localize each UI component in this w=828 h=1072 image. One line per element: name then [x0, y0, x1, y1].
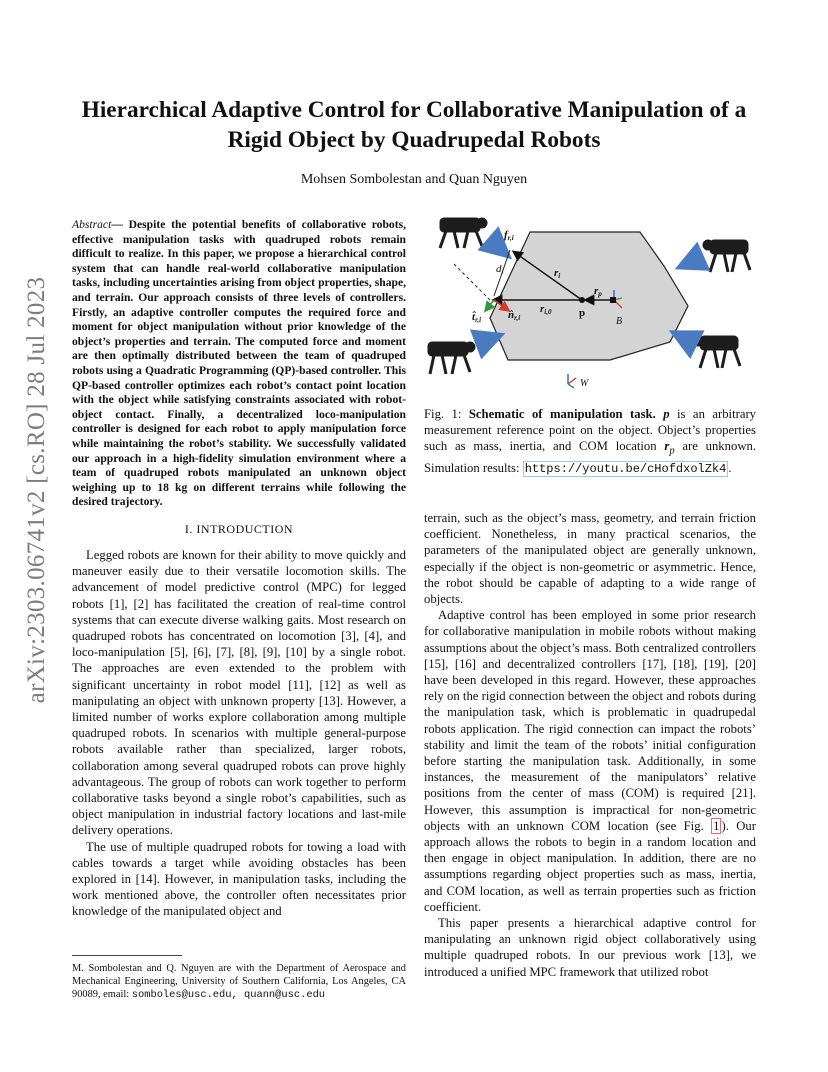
right-paragraph-2-b: ). Our approach allows the robots to begin in a random location and then engage in object manipulation. In addition, there are no assumptions regarding object properties such as mass, inertia, and COM location, as well as terrain properties such as friction coefficient. [424, 818, 756, 914]
caption-rp-sub: p [669, 445, 675, 457]
right-paragraph-2 [424, 607, 756, 915]
abstract-label: Abstract [72, 218, 112, 231]
caption-text-1: is an arbitrary measurement reference point on the object. Object’s properties such as mass, inertia, and COM location [424, 407, 757, 454]
label-p: p [579, 307, 586, 319]
title-line-2: Rigid Object by Quadrupedal Robots [227, 127, 601, 153]
introduction [72, 547, 406, 920]
frame-w-red [568, 378, 576, 384]
label-n: n̂r,i [508, 309, 521, 322]
figure-reference-link[interactable]: 1 [713, 818, 720, 833]
arxiv-watermark: arXiv:2303.06741v2 [cs.RO] 28 Jul 2023 [23, 276, 50, 704]
footnote-text: M. Sombolestan and Q. Nguyen are with the Department of Aerospace and Mechanical Engineering, University of Southern California, Los Angeles, CA 90089, email: [72, 963, 406, 1000]
force-arrow-bottom-right [676, 334, 692, 342]
abstract [72, 218, 406, 510]
label-f: fr,i [504, 229, 514, 242]
label-w: W [580, 378, 589, 389]
abstract-text: — Despite the potential benefits of collaborative robots, effective manipulation tasks with quadruped robots remain difficult to realize. In this paper, we propose a hierarchical control system that can handle real-world collaborative manipulation tasks, including uncertainties arising from object properties, shape, and terrain. Our approach consists of three levels of controllers. Firstly, an adaptive controller computes the required force and moment for object manipulation without prior knowledge of the object’s properties and terrain. The computed force and moment are then optimally distributed between the team of quadruped robots using a Quadratic Programming (QP)-based controller. This QP-based controller optimizes each robot’s contact point location with the object while satisfying constraints associated with robot-object contact. Finally, a decentralized loco-manipulation controller is designed for each robot to apply manipulation force while maintaining the robot’s stability. We successfully validated our approach in a high-fidelity simulation environment where a team of quadruped robots manipulated an unknown object weighing up to 18 kg on different terrains while following the desired trajectory. [72, 218, 406, 509]
label-d: di [496, 263, 504, 276]
robot-bottom-left [428, 342, 475, 374]
right-paragraph-3: This paper presents a hierarchical adaptive control for manipulating an unknown rigid object collaboratively using multiple quadruped robots. In our previous work [13], we introduced a unified MPC framework that utilized robot [424, 916, 756, 979]
frame-w-green [568, 384, 574, 388]
intro-paragraph-2: The use of multiple quadruped robots for towing a load with cables towards a target while avoiding obstacles has been explored in [14]. However, in manipulation tasks, including the work mentioned above, the controller often necessitates prior knowledge of the manipulated object and [72, 839, 406, 919]
figure-schematic [424, 214, 756, 400]
robot-right [703, 240, 750, 272]
right-paragraph-1: terrain, such as the object’s mass, geometry, and terrain friction coefficient. Nonetheless, in many practical scenarios, the parameters of the manipulated object are generally unknown, especially if the object is non-geometric or asymmetric. Hence, the robot should be capable of adapting to a wide range of objects. [424, 511, 756, 607]
video-link[interactable]: https://youtu.be/cHofdxolZk4 [524, 462, 727, 477]
footnote-emails: somboles@usc.edu, quann@usc.edu [131, 988, 326, 1001]
object-polygon [490, 232, 688, 360]
point-p [579, 297, 585, 303]
right-paragraph-2-a: Adaptive control has been employed in some prior research for collaborative manipulation in mobile robots without making assumptions about the object’s mass. Both centralized controllers [15], [16] and decentralized controllers [17], [18], [19], [20] have been developed in this regard. However, these approaches rely on the rigid connection between the object and robots during the manipulation task, which is problematic in quadrupedal robots application. The rigid connection can impact the robots’ stability and limit the team of the robots’ initial configuration before starting the manipulation task. Additionally, in some instances, the measurement of the manipulators’ relative positions from the center of mass (COM) is required [21]. However, this assumption is impractical for non-geometric objects with an unknown COM location (see Fig. [424, 608, 756, 833]
section-heading: I. INTRODUCTION [184, 522, 294, 536]
caption-text-2: are unknown. Simulation results: [424, 439, 757, 476]
axis-tangent-green [486, 300, 494, 310]
caption-label: Fig. 1: [424, 407, 462, 421]
caption-end: . [728, 461, 732, 476]
intro-paragraph-1: Legged robots are known for their ability to move quickly and maneuver easily due to their versatile locomotion skills. The advancement of model predictive control (MPC) for legged robots [1], [2] has facilitated the creation of real-time control systems that can execute diverse walking gaits. Most research on quadruped robots has concentrated on locomotion [3], [4], and loco-manipulation [5], [6], [7], [8], [9], [10] by a single robot. The approaches are even extended to the problem with significant uncertainty in robot model [11], [12] as well as manipulating an object with unknown property [13]. However, a limited number of works explore collaboration among multiple quadruped robots. In scenarios with multiple general-purpose robots available rather than specialized, larger robots, collaboration among several quadruped robots can prove highly advantageous. The group of robots can work together to perform collaborative tasks beyond a single robot’s capabilities, such as object manipulation in industrial factory locations and last-mile delivery operations. [72, 548, 406, 838]
force-arrow-top-left [490, 240, 506, 254]
robot-top-left [440, 218, 487, 248]
paper-title [60, 95, 768, 155]
distance-dashed-line [454, 264, 492, 302]
force-arrow-right [682, 258, 700, 266]
label-r-i: ri [554, 267, 561, 280]
frame-b-origin [610, 297, 616, 303]
label-r-i0: ri,0 [540, 303, 552, 316]
label-t: t̂r,i [472, 311, 482, 324]
label-r-p: rp [594, 285, 602, 298]
caption-title: Schematic of manipulation task. [468, 407, 656, 421]
footnote-rule [72, 955, 182, 956]
caption-p-symbol: p [663, 407, 670, 421]
title-line-1: Hierarchical Adaptive Control for Collaborative Manipulation of a [81, 97, 747, 123]
label-b: B [616, 316, 623, 327]
force-arrow-bottom-left [482, 336, 498, 342]
caption-rp-symbol: r [664, 439, 670, 454]
footnote [72, 963, 406, 1001]
figure-caption [424, 406, 756, 477]
right-column-text [424, 510, 756, 980]
authors: Mohsen Sombolestan and Quan Nguyen [300, 172, 528, 187]
robot-bottom-right [693, 336, 740, 368]
